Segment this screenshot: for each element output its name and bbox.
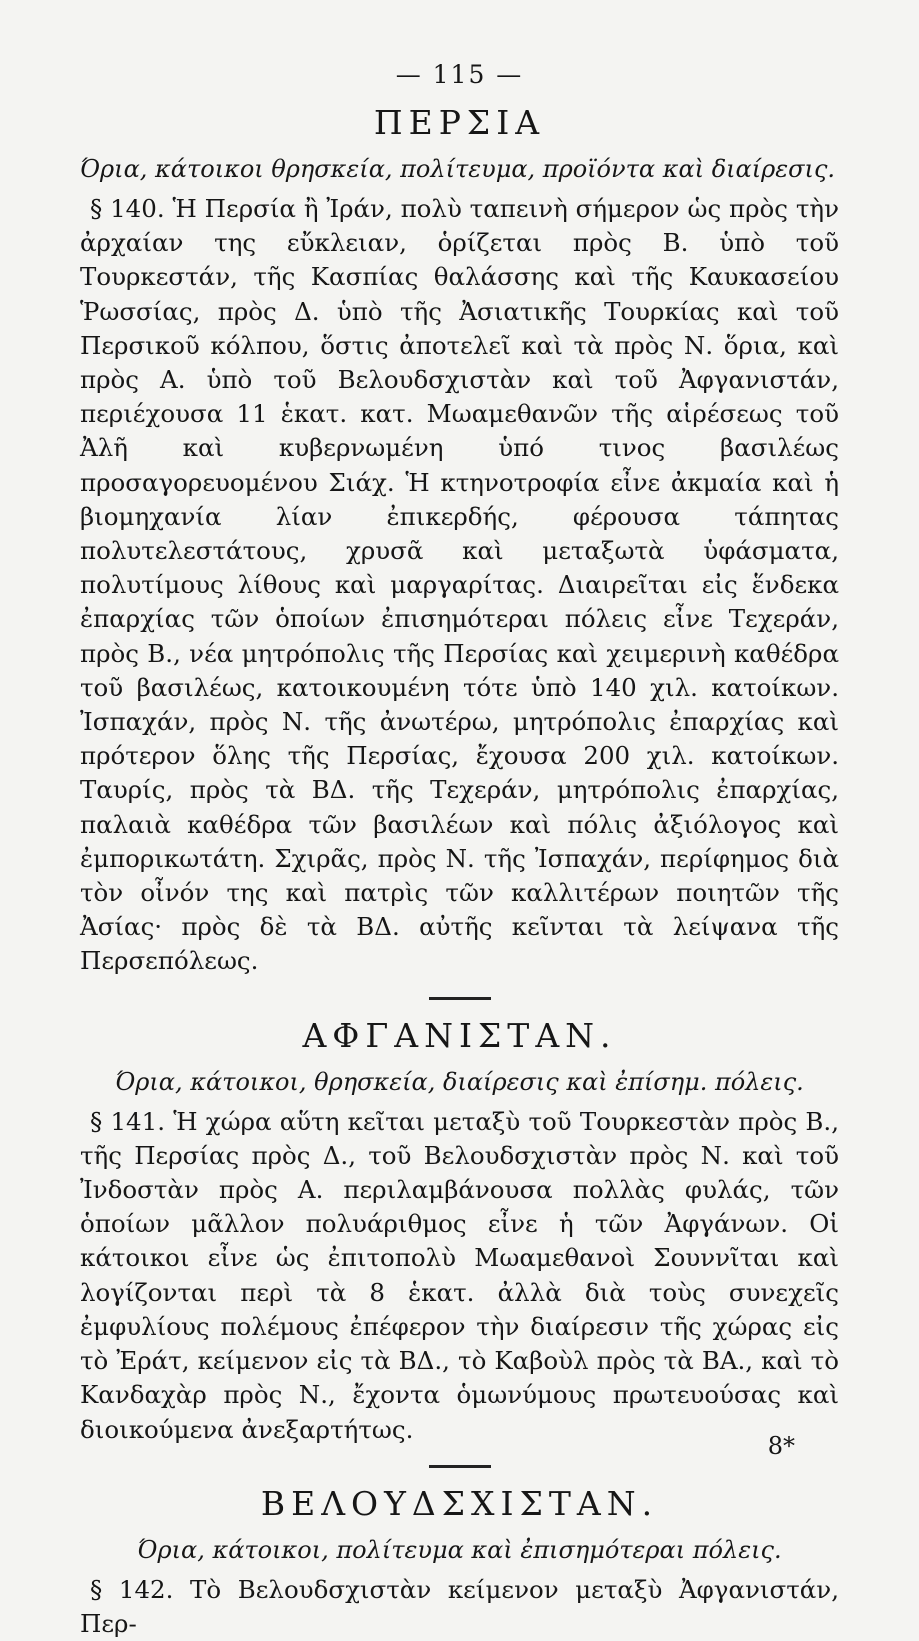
section-divider — [429, 997, 491, 1000]
section-divider — [429, 1465, 491, 1468]
section-paragraph: § 140. Ἡ Περσία ἢ Ἰράν, πολὺ ταπεινὴ σήμερον ὡς πρὸς τὴν ἀρχαίαν της εὔκλειαν, ὁρίζεται πρὸς Β. ὑπὸ τοῦ Τουρκεστάν, τῆς Κασπίας θαλάσσης καὶ τῆς Καυκασείου Ῥωσσίας, πρὸς Δ. ὑπὸ τῆς Ἀσιατικῆς Τουρκίας καὶ τοῦ Περσικοῦ κόλπου, ὅστις ἀποτελεῖ καὶ τὰ πρὸς Ν. ὅρια, καὶ πρὸς Α. ὑπὸ τοῦ Βελουδσχιστὰν καὶ τοῦ Ἀφγανιστάν, περιέχουσα 11 ἑκατ. κατ. Μωαμεθανῶν τῆς αἱρέσεως τοῦ Ἀλῆ καὶ κυβερνωμένη ὑπό τινος βασιλέως προσαγορευομένου Σιάχ. Ἡ κτηνοτροφία εἶνε ἀκμαία καὶ ἡ βιομηχανία λίαν ἐπικερδής, φέρουσα τάπητας πολυτελεστάτους, χρυσᾶ καὶ μεταξωτὰ ὑφάσματα, πολυτίμους λίθους καὶ μαργαρίτας. Διαιρεῖται εἰς ἕνδεκα ἐπαρχίας τῶν ὁποίων ἐπισημότεραι πόλεις εἶνε Τεχεράν, πρὸς Β., νέα μητρόπολις τῆς Περσίας καὶ χειμερινὴ καθέδρα τοῦ βασιλέως, κατοικουμένη τότε ὑπὸ 140 χιλ. κατοίκων. Ἰσπαχάν, πρὸς Ν. τῆς ἀνωτέρω, μητρόπολις ἐπαρχίας καὶ πρότερον ὅλης τῆς Περσίας, ἔχουσα 200 χιλ. κατοίκων. Ταυρίς, πρὸς τὰ ΒΔ. τῆς Τεχεράν, μητρόπολις ἐπαρχίας, παλαιὰ καθέδρα τῶν βασιλέων καὶ πόλις ἀξιόλογος καὶ ἐμπορικωτάτη. Σχιρᾶς, πρὸς Ν. τῆς Ἰσπαχάν, περίφημος διὰ τὸν οἶνόν της καὶ πατρὶς τῶν καλλιτέρων ποιητῶν τῆς Ἀσίας· πρὸς δὲ τὰ ΒΔ. αὐτῆς κεῖνται τὰ λείψανα τῆς Περσεπόλεως. — [80, 194, 839, 976]
section-afghanistan — [80, 1016, 839, 1447]
section-persia — [80, 103, 839, 979]
signature-mark: 8* — [767, 1432, 795, 1460]
page-number: — 115 — — [395, 60, 524, 89]
section-heading: ΑΦΓΑΝΙΣΤΑΝ. — [302, 1015, 617, 1055]
section-heading: ΒΕΛΟΥΔΣΧΙΣΤΑΝ. — [260, 1483, 659, 1523]
section-baluchistan — [80, 1484, 839, 1641]
section-paragraph: § 142. Τὸ Βελουδσχιστὰν κείμενον μεταξὺ Ἀφγανιστάν, Περ- — [80, 1574, 839, 1638]
section-subtitle: Όρια, κάτοικοι, πολίτευμα καὶ ἐπισημότεραι πόλεις. — [137, 1535, 782, 1564]
section-heading: ΠΕΡΣΙΑ — [373, 103, 546, 142]
section-subtitle: Όρια, κάτοικοι θρησκεία, πολίτευμα, προϊόντα καὶ διαίρεσις. — [80, 155, 836, 183]
section-paragraph: § 141. Ἡ χώρα αὕτη κεῖται μεταξὺ τοῦ Τουρκεστὰν πρὸς Β., τῆς Περσίας πρὸς Δ., τοῦ Βελουδσχιστὰν πρὸς Ν. καὶ τοῦ Ἰνδοστὰν πρὸς Α. περιλαμβάνουσα πολλὰς φυλάς, τῶν ὁποίων μᾶλλον πολυάριθμος εἶνε ἡ τῶν Ἀφγάνων. Οἱ κάτοικοι εἶνε ὡς ἐπιτοπολὺ Μωαμεθανοὶ Σουννῖται καὶ λογίζονται περὶ τὰ 8 ἑκατ. ἀλλὰ διὰ τοὺς συνεχεῖς ἐμφυλίους πολέμους ἐπέφερον τὴν διαίρεσιν τῆς χώρας εἰς τὸ Ἐράτ, κείμενον εἰς τὰ ΒΔ., τὸ Καβοὺλ πρὸς τὰ ΒΑ., καὶ τὸ Κανδαχὰρ πρὸς Ν., ἔχοντα ὁμωνύμους πρωτευούσας καὶ διοικούμενα ἀνεξαρτήτως. — [80, 1106, 839, 1444]
section-subtitle: Όρια, κάτοικοι, θρησκεία, διαίρεσις καὶ ἐπίσημ. πόλεις. — [115, 1067, 804, 1096]
